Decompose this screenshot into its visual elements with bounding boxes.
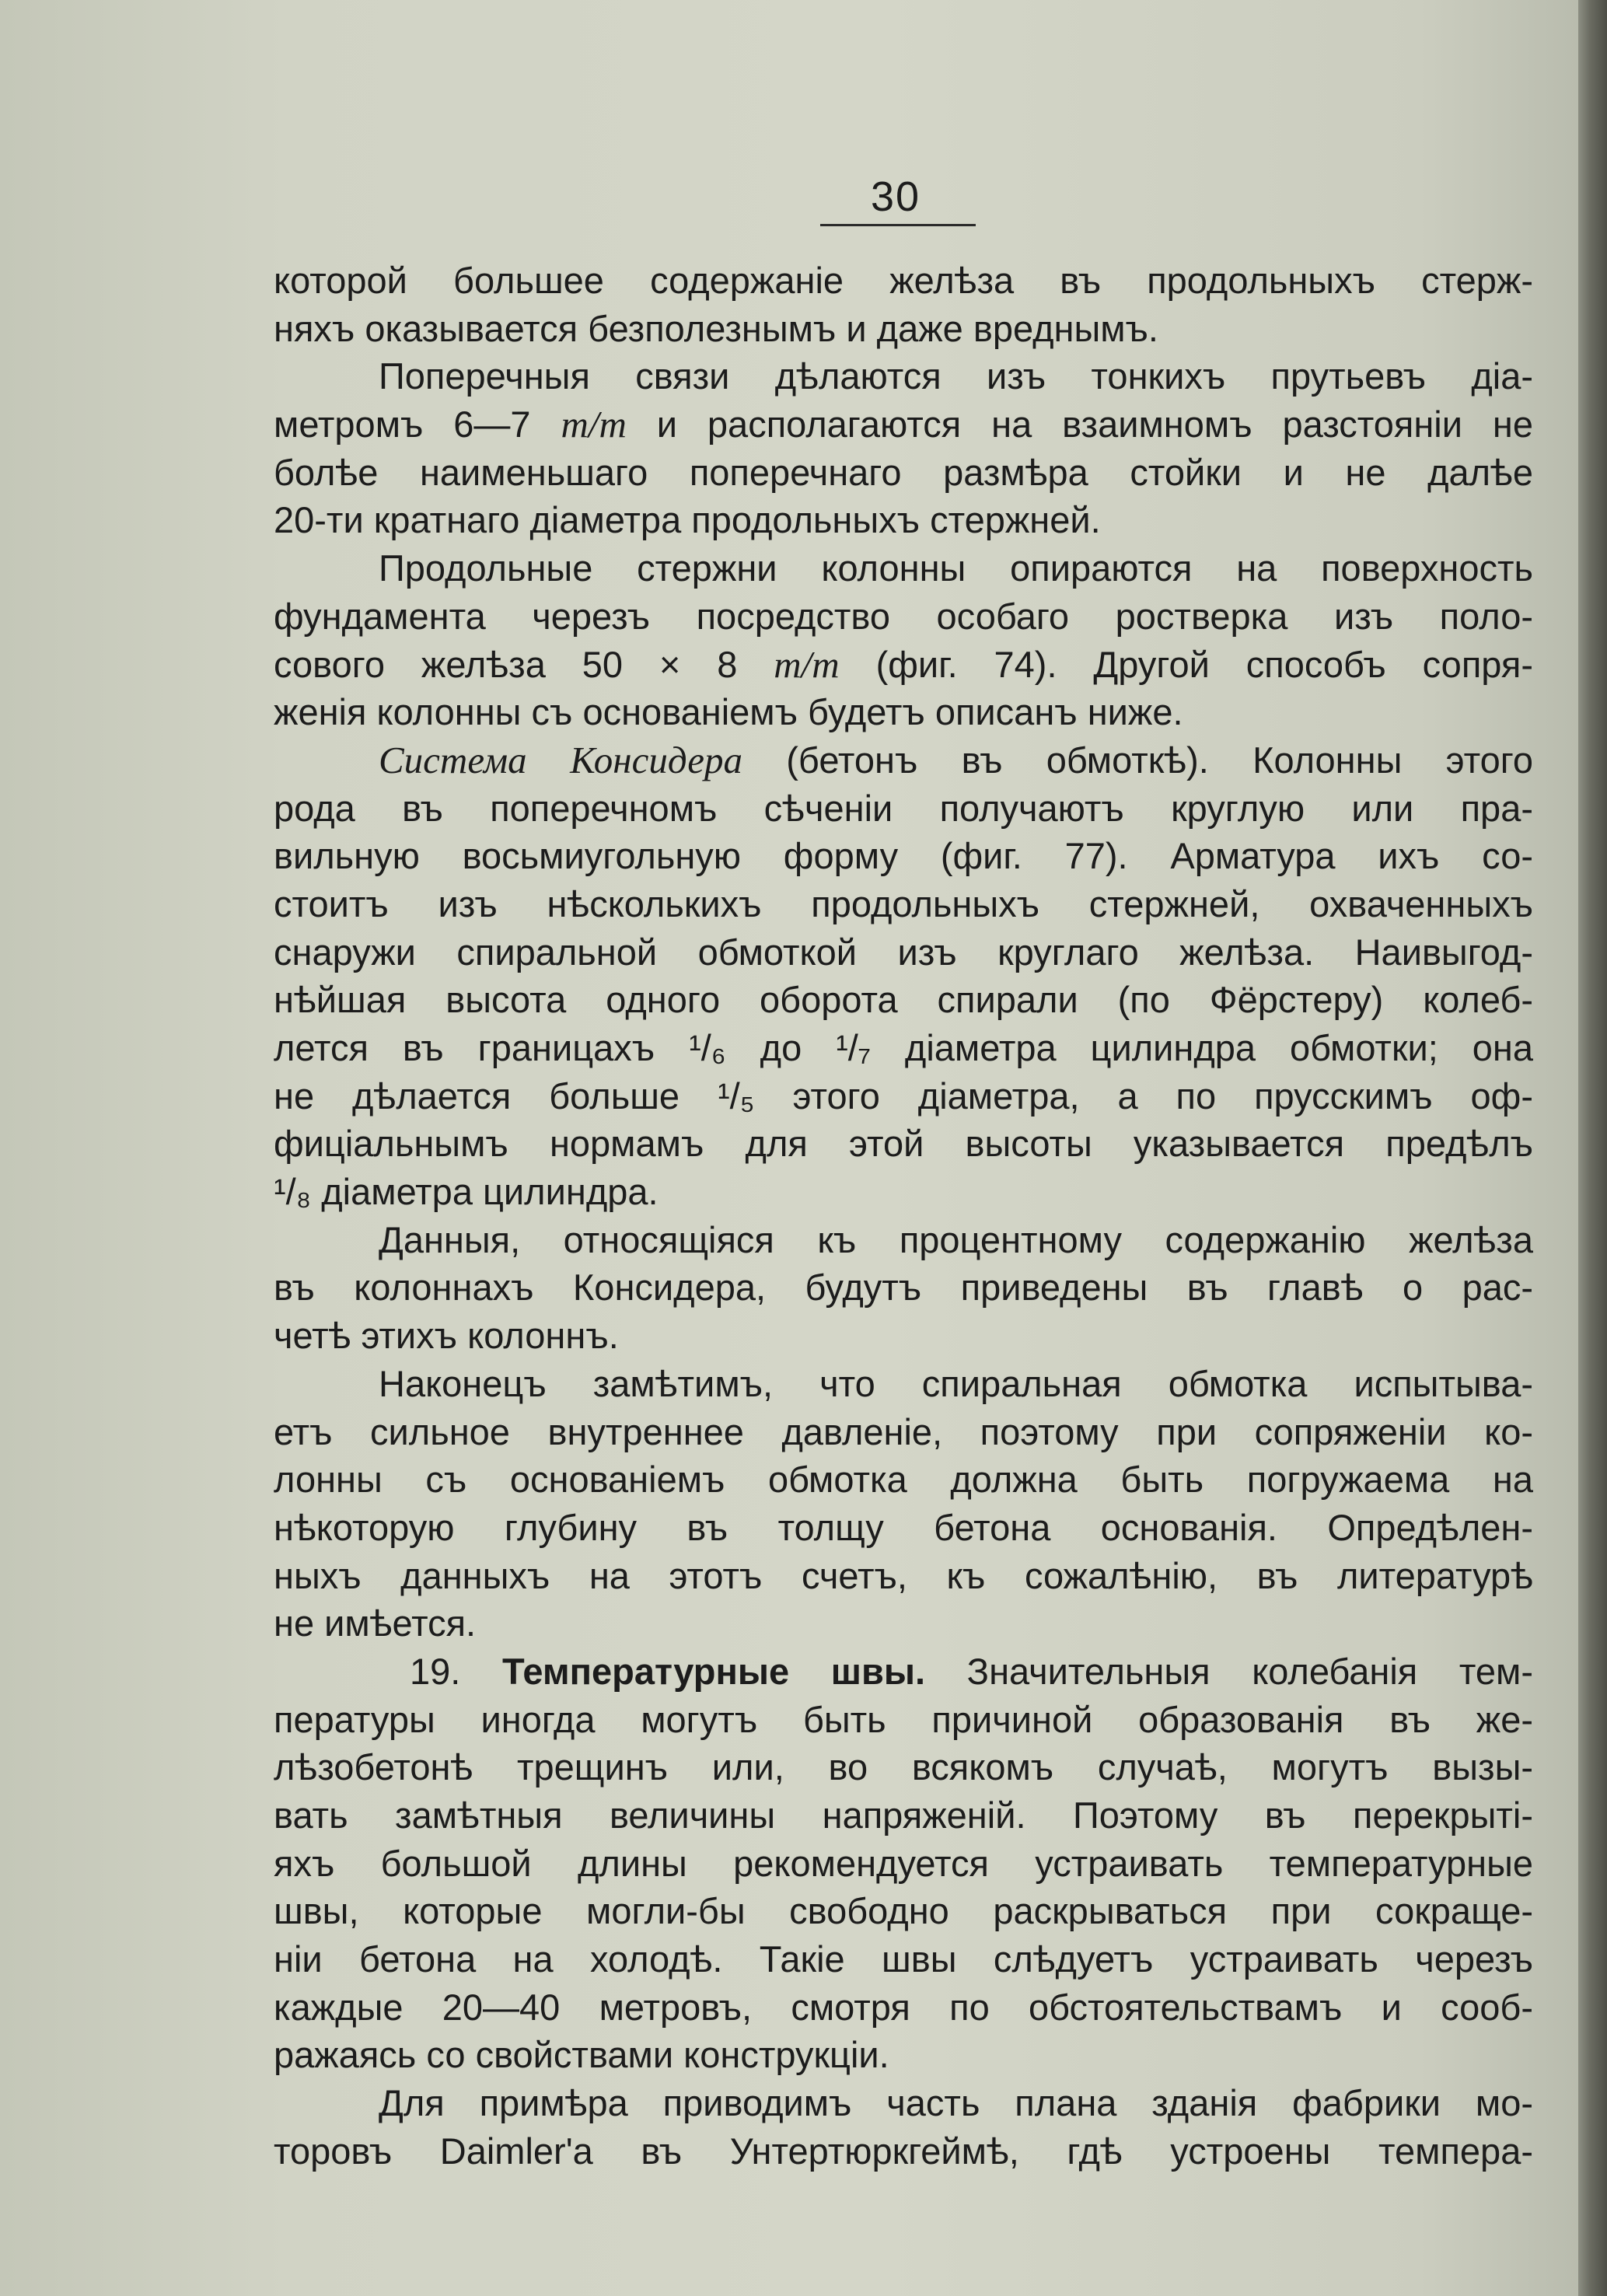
text-run: которой большее содержаніе желѣза въ продольныхъ стерж- bbox=[274, 260, 1533, 301]
text-run: Поперечныя связи дѣлаются изъ тонкихъ прутьевъ діа- bbox=[379, 355, 1533, 397]
text-run: фундамента черезъ посредство особаго ростверка изъ поло- bbox=[274, 595, 1533, 637]
text-line bbox=[274, 832, 1533, 880]
italic-text: m/m bbox=[774, 642, 840, 686]
text-run: метромъ 6—7 bbox=[274, 404, 561, 446]
text-run: и располагаются на взаимномъ разстояніи не bbox=[626, 404, 1533, 446]
text-run: стоитъ изъ нѣсколькихъ продольныхъ стержней, охваченныхъ bbox=[274, 882, 1533, 924]
text-run: (бетонъ въ обмоткѣ). Колонны этого bbox=[742, 739, 1533, 781]
text-line bbox=[274, 1360, 1533, 1408]
text-run: ніи бетона на холодѣ. Такіе швы слѣдуетъ устраивать черезъ bbox=[274, 1938, 1533, 1980]
page-edge bbox=[1578, 0, 1607, 2296]
text-run: ¹/₈ діаметра цилиндра. bbox=[274, 1171, 659, 1213]
text-run: швы, которые могли-бы свободно раскрываться при сокраще- bbox=[274, 1890, 1533, 1932]
text-line bbox=[274, 1696, 1533, 1744]
text-line bbox=[274, 1599, 1533, 1648]
text-run: торовъ Daimler'а въ Унтертюркгеймѣ, гдѣ устроены темпера- bbox=[274, 2130, 1533, 2172]
text-run: лѣзобетонѣ трещинъ или, во всякомъ случаѣ, могутъ вызы- bbox=[274, 1746, 1533, 1788]
text-line bbox=[274, 496, 1533, 544]
text-run: болѣе наименьшаго поперечнаго размѣра стойки и не далѣе bbox=[274, 451, 1533, 493]
page-number: 30 bbox=[870, 173, 921, 220]
bold-heading: Температурные швы. bbox=[502, 1650, 926, 1692]
text-run: каждые 20—40 метровъ, смотря по обстоятельствамъ и сооб- bbox=[274, 1986, 1533, 2028]
text-line bbox=[274, 305, 1533, 353]
text-line bbox=[274, 2079, 1533, 2127]
text-line bbox=[274, 2031, 1533, 2079]
text-line bbox=[274, 688, 1533, 736]
text-run: няхъ оказывается безполезнымъ и даже вреднымъ. bbox=[274, 307, 1158, 349]
text-run: не имѣется. bbox=[274, 1602, 477, 1644]
text-line bbox=[274, 1935, 1533, 1983]
text-run: четѣ этихъ колоннъ. bbox=[274, 1315, 619, 1357]
text-line bbox=[274, 257, 1533, 305]
text-run: снаружи спиральной обмоткой изъ круглаго желѣза. Наивыгод- bbox=[274, 931, 1533, 973]
text-line bbox=[274, 352, 1533, 400]
text-line bbox=[274, 880, 1533, 928]
text-run: 19. bbox=[410, 1650, 502, 1692]
text-run: Для примѣра приводимъ часть плана зданія фабрики мо- bbox=[379, 2082, 1533, 2124]
text-line bbox=[274, 1887, 1533, 1935]
italic-text: Система Консидера bbox=[379, 738, 742, 781]
text-run: лонны съ основаніемъ обмотка должна быть погружаема на bbox=[274, 1459, 1533, 1501]
page-number-rule bbox=[820, 224, 976, 226]
text-run: женія колонны съ основаніемъ будетъ описанъ ниже. bbox=[274, 691, 1183, 733]
text-run: етъ сильное внутреннее давленіе, поэтому при сопряженіи ко- bbox=[274, 1410, 1533, 1452]
text-run: Данныя, относящіяся къ процентному содержанію желѣза bbox=[379, 1218, 1533, 1260]
text-line bbox=[274, 1456, 1533, 1504]
text-line bbox=[274, 1120, 1533, 1168]
text-line bbox=[274, 449, 1533, 497]
text-line bbox=[274, 2127, 1533, 2175]
text-run: не дѣлается больше ¹/₅ этого діаметра, а по прусскимъ оф- bbox=[274, 1075, 1533, 1117]
text-line bbox=[274, 1743, 1533, 1791]
text-line bbox=[274, 544, 1533, 592]
text-run: лется въ границахъ ¹/₆ до ¹/₇ діаметра цилиндра обмотки; она bbox=[274, 1027, 1533, 1068]
text-run: Продольные стержни колонны опираются на поверхность bbox=[379, 547, 1533, 589]
text-line bbox=[274, 400, 1533, 449]
text-line bbox=[274, 1168, 1533, 1216]
text-line bbox=[274, 1791, 1533, 1840]
text-line bbox=[274, 641, 1533, 689]
text-run: ражаясь со свойствами конструкціи. bbox=[274, 2034, 889, 2076]
text-line bbox=[274, 592, 1533, 641]
text-line bbox=[274, 1072, 1533, 1120]
text-run: вать замѣтныя величины напряженій. Поэтому въ перекрыті- bbox=[274, 1795, 1533, 1836]
text-run: ныхъ данныхъ на этотъ счетъ, къ сожалѣнію, въ литературѣ bbox=[274, 1554, 1533, 1596]
italic-text: m/m bbox=[561, 403, 627, 446]
text-line bbox=[274, 1648, 1533, 1696]
text-line bbox=[274, 1312, 1533, 1360]
text-run: (фиг. 74). Другой способъ сопря- bbox=[839, 643, 1533, 685]
text-run: Значительныя колебанія тем- bbox=[925, 1650, 1534, 1692]
text-line bbox=[274, 928, 1533, 977]
text-run: рода въ поперечномъ сѣченіи получаютъ круглую или пра- bbox=[274, 787, 1533, 829]
text-run: Наконецъ замѣтимъ, что спиральная обмотка испытыва- bbox=[379, 1362, 1533, 1404]
text-run: фиціальнымъ нормамъ для этой высоты указывается предѣлъ bbox=[274, 1123, 1533, 1165]
text-run: яхъ большой длины рекомендуется устраивать температурные bbox=[274, 1842, 1533, 1884]
text-run: нѣкоторую глубину въ толщу бетона основанія. Опредѣлен- bbox=[274, 1506, 1533, 1548]
text-line bbox=[274, 976, 1533, 1024]
text-run: 20-ти кратнаго діаметра продольныхъ стержней. bbox=[274, 499, 1101, 541]
text-line bbox=[274, 1024, 1533, 1072]
text-line bbox=[274, 1216, 1533, 1264]
text-line bbox=[274, 785, 1533, 833]
text-run: въ колоннахъ Консидера, будутъ приведены въ главѣ о рас- bbox=[274, 1267, 1533, 1309]
text-line bbox=[274, 1983, 1533, 2032]
text-line bbox=[274, 1504, 1533, 1552]
text-line bbox=[274, 1263, 1533, 1312]
text-line bbox=[274, 1408, 1533, 1456]
text-line bbox=[274, 1552, 1533, 1600]
text-run: вильную восьмиугольную форму (фиг. 77). Арматура ихъ со- bbox=[274, 835, 1533, 877]
text-line bbox=[274, 1840, 1533, 1888]
text-run: пературы иногда могутъ быть причиной образованія въ же- bbox=[274, 1698, 1533, 1740]
text-line bbox=[274, 736, 1533, 785]
text-run: сового желѣза 50 × 8 bbox=[274, 643, 774, 685]
text-run: нѣйшая высота одного оборота спирали (по Фёрстеру) колеб- bbox=[274, 979, 1533, 1021]
body-text bbox=[274, 257, 1533, 2175]
